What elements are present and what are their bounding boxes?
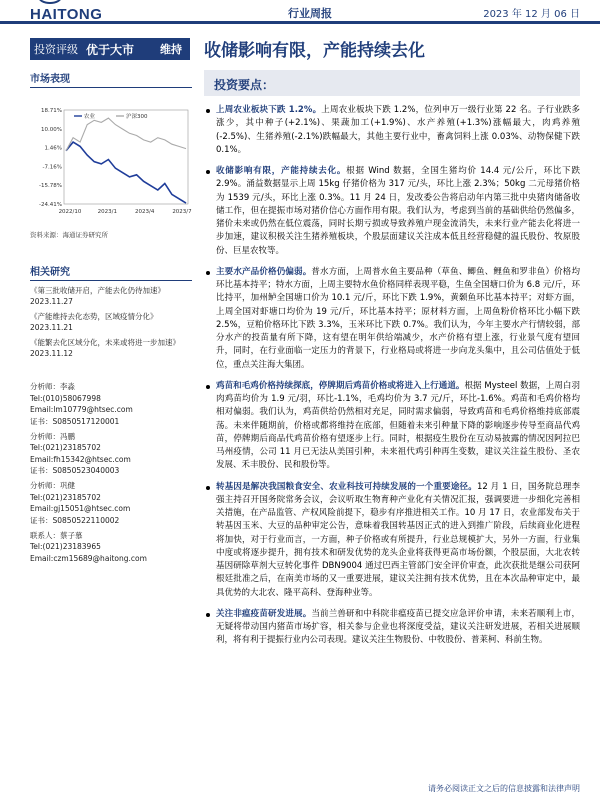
sidebar [30,68,192,567]
x-tick-label: 2022/10 [58,209,82,215]
rating-label: 投资评级 [34,43,78,56]
analyst-tel: Tel:(021)23185702 [30,443,101,453]
key-point-lead: 收储影响有限，产能持续去化。 [216,166,347,176]
analyst-card [30,431,192,478]
market-chart-svg [30,104,192,222]
analyst-card [30,381,192,428]
x-tick-label: 2023/4 [134,209,155,215]
key-point-text: 12 月 1 日，国务院总理李强主持召开国务院常务会议，会议听取生物育种产业化有关情况汇报，强调要进一步细化完善相关措施，在产品监管、产权风险前提下，稳步有序推进相关工作。10 月 17 日，农业部发布关于转基因玉米、大豆的品种审定公告，意味着我国转基因正式的进入到推广阶段，后续商业化进程将加快，对于行业而言，一方面，种子价格或有所提升，行业总规模扩大，另外一方面，行业集中度或将逐步提升，拥有技术和研发优势的龙头企业将获得更高市场份额，个股层面，大北农转基因研除草剂大豆转化事件 DBN9004 通过巴西主管部门安全评价审查，此次获批是继公司获阿根廷批准之后，在南美市场的又一重要进展，建议关注拥有技术优势，且在本次品种审定中，最具优势的大北农、隆平高科、登海种业等。 [216,481,580,598]
related-section-title: 相关研究 [30,267,70,278]
divider [30,87,192,88]
rating-bar [30,38,190,60]
haitong-logo-icon [38,0,62,4]
key-point-item [204,165,580,258]
y-tick-label: 1.46% [44,145,62,152]
analyst-list [30,381,192,564]
analyst-name: 分析师：冯鹏 [30,431,75,441]
y-tick-label: -7.16% [42,164,62,171]
analyst-name: 联系人：蔡子慕 [30,530,83,540]
key-point-lead: 鸡苗和毛鸡价格持续探底，停牌期后鸡苗价格或将进入上行通道。 [216,380,465,391]
divider [30,280,192,281]
analyst-tel: Tel:(010)58067998 [30,393,101,403]
analyst-tel: Tel:(021)23185702 [30,492,101,502]
key-points-title: 投资要点： [204,70,580,96]
report-type: 行业周报 [288,7,332,20]
analyst-cert: 证书：S0850517120001 [30,416,120,426]
key-point-lead: 主要水产品价格仍偏弱。 [216,266,312,277]
key-point-text: 根据 Wind 数据，全国生猪均价 14.4 元/公斤，环比下跌 2.9%。涌益数据显示上周 15kg 仔猪价格为 317 元/头，环比上涨 2.3%；50kg 二元母猪价格为 1539 元/头，环比上涨 0.3%。11 月 24 日，发改委公告将启动年内第三批中央猪肉储备收储工作，但在提振市场对猪价信心方面作用有限。我们认为，考虑到当前的基础供给仍然偏多，猪价未来或仍然在低位震荡，同时长期亏损或导致养殖户现金流消失，未来行业产能去化将进一步加速，建议积极关注生猪养殖板块，个股层面建议关注成本低且经营稳健的温氏股份、牧原股份、巨星农牧等。 [216,166,580,256]
analyst-name: 分析师：巩健 [30,481,75,490]
rating-hold: 维持 [160,43,182,56]
legend-label: 沪深300 [126,114,148,120]
analyst-cert: 证书：S0850522110002 [30,515,120,525]
page-header [0,0,600,24]
legend-label: 农业 [84,114,96,120]
key-point-item [204,380,580,473]
analyst-cert: 证书：S0850523040003 [30,466,120,476]
report-date: 2023 年 12 月 06 日 [483,9,580,20]
rating-value: 优于大市 [86,42,135,57]
key-point-item [204,266,580,372]
analyst-email[interactable]: Email:fh15342@htsec.com [30,454,131,464]
related-report-link[interactable]: 《能繁去化区域分化，未来或将进一步加速》2023.11.12 [30,338,180,358]
analyst-email[interactable]: Email:gj15051@htsec.com [30,504,131,514]
analyst-email[interactable]: Email:czm15689@haitong.com [30,553,147,563]
y-tick-label: -24.41% [39,202,62,208]
main-content [204,70,580,648]
x-tick-label: 2023/1 [97,209,118,215]
x-tick-label: 2023/7 [172,209,192,215]
analyst-email[interactable]: Email:lm10779@htsec.com [30,405,133,415]
key-points-list [204,104,580,648]
chart-source: 资料来源：海通证券研究所 [30,231,108,239]
market-chart [30,104,192,222]
key-point-text: 当前兰兽研和中科院非瘟疫苗已提交应急评价申请，未来若顺利上市，无疑将带动国内猪苗市场扩容，相关参与企业也将深度受益，建议关注研发进展，若相关进展顺利，将有利于提振行业内公司表现。建议关注生物股份、中牧股份、普莱柯、科前生物。 [216,608,580,646]
key-point-text: 根据 Mysteel 数据，上周白羽肉鸡苗均价为 1.9 元/羽，环比-1.1%，毛鸡均价为 3.7 元/斤，环比-1.6%。鸡苗和毛鸡价格均相对偏弱。我们认为，鸡苗供给仍然相对充足，同时需求偏弱，导致鸡苗和毛鸡价格维持底部震荡。未来伴随期前，价格或都将维持在底部，但随着未来引种量下降的影响逐步传导至商品代鸡苗，停牌期后商品代鸡苗价格有望逐步上行。同时，根据疫生股份在互动易披露的情况因阿拉巴马州疫情，公司 11 月已无法从美国引种，未来祖代鸡引种再生变数，建议关注益生股份、圣农发展、禾丰股份、民和股份等。 [216,380,580,471]
key-point-lead: 转基因是解决我国粮食安全、农业科技可持续发展的一个重要途径。 [216,481,477,492]
key-point-item [204,481,580,600]
analyst-card [30,530,192,565]
market-section-title: 市场表现 [30,74,70,85]
key-point-lead: 关注非瘟疫苗研发进展。 [216,608,312,619]
y-tick-label: 18.71% [41,108,62,114]
analyst-card [30,480,192,527]
key-point-text: 上周农业板块下跌 1.2%，位列申万一级行业第 22 名。子行业跌多涨少，其中种子(+2.1%)、果蔬加工(+1.9%)、水产养殖(+1.3%)涨幅最大，肉鸡养殖(-2.5%)、生猪养殖(-2.1%)跌幅最大，其他主要行业中，畜禽饲料上涨 0.03%、动物保健下跌 0.1%。 [216,105,580,155]
logo-text: HAITONG [30,6,103,23]
related-report-link[interactable]: 《产能维持去化态势，区域疫情分化》2023.11.21 [30,312,158,332]
y-tick-label: -15.78% [39,183,62,190]
key-point-lead: 上周农业板块下跌 1.2%。 [216,105,322,115]
key-point-item [204,608,580,648]
footer-disclaimer: 请务必阅读正文之后的信息披露和法律声明 [428,784,580,793]
page-title: 收储影响有限，产能持续去化 [204,41,425,61]
key-point-text: 普水方面，上周普水鱼主要品种（草鱼、鲫鱼、鲤鱼和罗非鱼）价格均环比基本持平；特水方面，上周主要特水鱼价格同样表现平稳，生鱼全国塘口价为 6.8 元/斤，环比持平，加州鲈全国塘口价为 10.1 元/斤，环比下跌 1.9%，黄颡鱼环比基本持平；对虾方面，上周全国对虾塘口均价为 19 元/斤，环比基本持平；原材料方面，上周鱼粉价格环比小幅下跌 2.5%，豆粕价格环比下跌 3.3%，玉米环比下跌 0.7%。我们认为，今年主要水产行情较弱，部分水产的投苗量有所下降，这有望在明年供给端减少，水产价格有望上涨，行业景气度有望回升，同时，在行业面临一定压力的背景下，行业格局或将进一步向龙头集中，且公司估值处于低位，重点关注海大集团。 [216,266,580,370]
series-line-agriculture [66,142,186,203]
analyst-name: 分析师：李淼 [30,382,75,391]
key-point-item [204,104,580,157]
related-report-link[interactable]: 《第三批收储开启，产能去化仍待加速》2023.11.27 [30,286,165,306]
y-tick-label: 10.00% [41,126,62,133]
analyst-tel: Tel:(021)23183965 [30,542,101,552]
series-line-hs300 [66,118,186,151]
